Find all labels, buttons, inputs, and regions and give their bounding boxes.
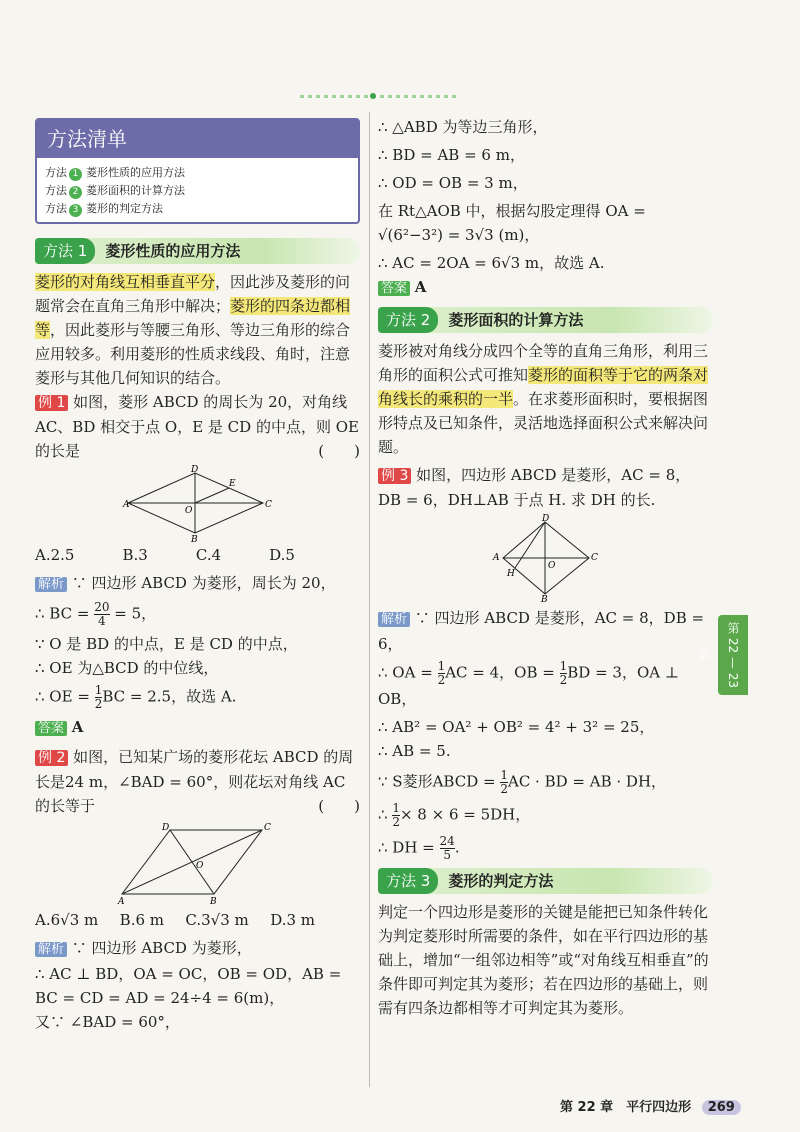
denominator: 2 [392, 815, 400, 829]
page-footer [560, 1096, 741, 1115]
intro-paragraph-3: 判定一个四边形是菱形的关键是能把已知条件转化为判定菱形时所需要的条件，如在平行四边形的基础上，增加“一组邻边相等”或“对角线互相垂直”的条件即可判定其为菱形；若在四边形的基础上，则需有四条边都相等才可判定其为菱形。 [378, 903, 709, 1017]
question-text: 如图，四边形 ABCD 是菱形，AC = 8，DB = 6，DH⊥AB 于点 H. 求 DH 的长. [378, 466, 691, 509]
section-tag: 方法 1 [35, 238, 95, 264]
example-1-options [35, 543, 295, 567]
item-label: 菱形的判定方法 [86, 202, 163, 215]
paragraph-text: ，因此涉及菱形的问题常会在直角三角形中解决； [35, 273, 351, 315]
fraction [94, 601, 109, 628]
left-column [35, 118, 360, 1034]
paragraph-text: 菱形被对角线分成四个全等的直角三角形，利用三角形的面积公式可推知 [378, 342, 709, 384]
solution-line: ∴ AB² = OA² + OB² = 4² + 3² = 25， [378, 718, 655, 736]
label-E: E [228, 479, 236, 489]
solution-line: ∴ AC ⊥ BD，OA = OC，OB = OD，AB = BC = CD = AD = 24÷4 = 6(m)， [35, 965, 342, 1007]
solution-line [35, 571, 360, 597]
section-header-3 [378, 868, 713, 894]
solution-text: ∴ DH = [378, 838, 435, 857]
question-text: 如图，已知某广场的菱形花坛 ABCD 的周长是24 m，∠BAD = 60°，则花坛对角线 AC 的长等于 [35, 748, 354, 815]
solution-line [378, 660, 713, 711]
highlight-text: 菱形的四条边都相等 [35, 297, 351, 339]
denominator: 2 [559, 673, 568, 687]
option-a: A.2.5 [35, 546, 75, 564]
label-C: C [590, 553, 598, 563]
solution-text: = 5， [114, 604, 157, 623]
footer-chapter: 第 22 章 平行四边形 [560, 1100, 692, 1115]
solution-line: 在 Rt△AOB 中，根据勾股定理得 OA = √(6²−3²) = 3√3 (m)， [378, 202, 646, 244]
highlight-text: 菱形的面积等于它的两条对角线长的乘积的一半 [378, 366, 709, 408]
label-O: O [195, 861, 203, 871]
denominator: 2 [94, 697, 103, 711]
rhombus-figure-3 [491, 514, 601, 605]
fraction [440, 835, 455, 862]
method-list-item [45, 164, 350, 182]
method-list-item [45, 200, 350, 218]
solution-text: ∵ 四边形 ABCD 为菱形，周长为 20， [67, 574, 336, 592]
solution-line: ∴ OD = OB = 3 m， [378, 174, 528, 192]
number-badge: 3 [69, 204, 82, 217]
rhombus-figure-2 [117, 822, 278, 907]
solution-text: × 8 × 6 = 5DH， [399, 805, 531, 824]
denominator: 4 [94, 614, 109, 628]
number-badge: 2 [69, 186, 82, 199]
chapter-side-tab: 第 22 — 23 章 [718, 615, 748, 695]
solution-line [35, 601, 360, 628]
solution-text: ∵ S菱形ABCD = [378, 772, 496, 791]
analysis-tag: 解析 [378, 612, 410, 627]
solution-line [378, 802, 713, 829]
label-D: D [190, 465, 198, 475]
section-tag: 方法 3 [378, 868, 438, 894]
option-b: B.6 m [119, 911, 164, 929]
numerator: 1 [500, 768, 508, 782]
solution-line [35, 936, 360, 962]
numerator: 1 [437, 659, 446, 673]
label-B: B [540, 595, 548, 605]
item-prefix: 方法 [45, 166, 67, 179]
method-list [37, 158, 358, 222]
example-2-options [35, 908, 315, 932]
solution-text: ∴ OE = [35, 687, 90, 706]
solution-text: ∴ BC = [35, 604, 90, 623]
label-O: O [184, 506, 192, 516]
option-c: C.4 [195, 546, 222, 564]
numerator: 1 [94, 683, 103, 697]
solution-line: ∴ △ABD 为等边三角形， [378, 118, 548, 136]
method-list-item [45, 182, 350, 200]
intro-paragraph-2 [378, 339, 713, 459]
fraction [500, 769, 508, 796]
decorative-dots [300, 95, 460, 98]
solution-line [378, 769, 713, 796]
option-a: A.6√3 m [35, 911, 99, 929]
label-B: B [190, 535, 198, 545]
page-number: 269 [702, 1100, 741, 1115]
label-D: D [541, 514, 549, 524]
solution-line: ∴ OE 为△BCD 的中位线， [35, 659, 219, 677]
label-A: A [117, 897, 124, 907]
right-column [378, 115, 713, 1020]
section-title: 菱形的判定方法 [448, 872, 554, 890]
paragraph-text: 。在求菱形面积时，要根据图形特点及已知条件，灵活地选择面积公式来解决问题。 [378, 390, 709, 456]
option-c: C.3√3 m [185, 911, 249, 929]
intro-paragraph-1 [35, 270, 360, 390]
answer-blank: ( ) [318, 797, 360, 815]
solution-line: ∴ BD = AB = 6 m， [378, 146, 525, 164]
solution-line: ∵ O 是 BD 的中点，E 是 CD 的中点， [35, 635, 298, 653]
option-b: B.3 [122, 546, 148, 564]
section-title: 菱形面积的计算方法 [448, 311, 584, 329]
answer-tag: 答案 [35, 721, 67, 736]
option-d: D.5 [269, 546, 295, 564]
answer-blank: ( ) [318, 442, 360, 460]
denominator: 2 [500, 782, 508, 796]
solution-text: BD = 3，OA ⊥ OB， [378, 663, 679, 708]
option-d: D.3 m [270, 911, 315, 929]
item-prefix: 方法 [45, 202, 67, 215]
solution-text: ∴ OA = [378, 663, 433, 682]
rhombus-figure-1 [122, 465, 273, 545]
item-label: 菱形性质的应用方法 [86, 166, 185, 179]
numerator: 1 [392, 801, 400, 815]
label-A: A [122, 500, 129, 510]
label-D: D [161, 823, 169, 833]
label-H: H [506, 569, 515, 579]
question-text: 如图，菱形 ABCD 的周长为 20，对角线 AC、BD 相交于点 O，E 是 CD 的中点，则 OE 的长是 [35, 393, 359, 460]
solution-line: ∴ AC = 2OA = 6√3 m，故选 A. [378, 254, 605, 272]
solution-text: ∵ 四边形 ABCD 是菱形，AC = 8，DB = 6， [378, 609, 705, 653]
solution-text: ∴ [378, 805, 388, 824]
answer-value: A [414, 278, 427, 296]
paragraph-text: ，因此菱形与等腰三角形、等边三角形的综合应用较多。利用菱形的性质求线段、角时，注意菱形与其他几何知识的结合。 [35, 321, 351, 387]
solution-line [378, 835, 713, 862]
analysis-tag: 解析 [35, 942, 67, 957]
solution-text: . [454, 838, 460, 857]
highlight-text: 菱形的对角线互相垂直平分 [35, 273, 216, 291]
number-badge: 1 [69, 168, 82, 181]
example-2-question [35, 745, 360, 818]
numerator: 20 [94, 600, 110, 614]
example-tag: 例 2 [35, 750, 68, 766]
solution-line [378, 606, 713, 656]
solution-line [35, 684, 360, 711]
answer-line [35, 715, 360, 741]
answer-tag: 答案 [378, 281, 410, 296]
label-C: C [264, 500, 272, 510]
section-tag: 方法 2 [378, 307, 438, 333]
solution-text: BC = 2.5，故选 A. [102, 687, 237, 706]
item-prefix: 方法 [45, 184, 67, 197]
method-list-box [35, 118, 360, 224]
label-B: B [209, 897, 217, 907]
label-O: O [547, 561, 555, 571]
solution-line: ∴ AB = 5. [378, 742, 451, 760]
example-tag: 例 3 [378, 468, 411, 484]
label-A: A [492, 553, 499, 563]
denominator: 5 [440, 848, 455, 862]
method-list-title: 方法清单 [37, 120, 358, 158]
denominator: 2 [437, 673, 446, 687]
numerator: 24 [439, 834, 455, 848]
solution-text: ∵ 四边形 ABCD 为菱形， [67, 939, 252, 957]
answer-value: A [71, 718, 84, 736]
label-C: C [263, 823, 271, 833]
item-label: 菱形面积的计算方法 [86, 184, 185, 197]
solution-text: AC · BD = AB · DH， [507, 772, 667, 791]
answer-line [378, 275, 713, 301]
section-header-2 [378, 307, 713, 333]
solution-text: AC = 4，OB = [445, 663, 555, 682]
analysis-tag: 解析 [35, 577, 67, 592]
fraction [392, 802, 400, 829]
example-1-question [35, 390, 360, 463]
example-tag: 例 1 [35, 395, 68, 411]
solution-line: 又∵ ∠BAD = 60°， [35, 1013, 180, 1031]
column-divider [369, 112, 370, 1087]
section-title: 菱形性质的应用方法 [105, 242, 241, 260]
example-3-question [378, 463, 713, 512]
section-header-1 [35, 238, 360, 264]
numerator: 1 [559, 659, 568, 673]
